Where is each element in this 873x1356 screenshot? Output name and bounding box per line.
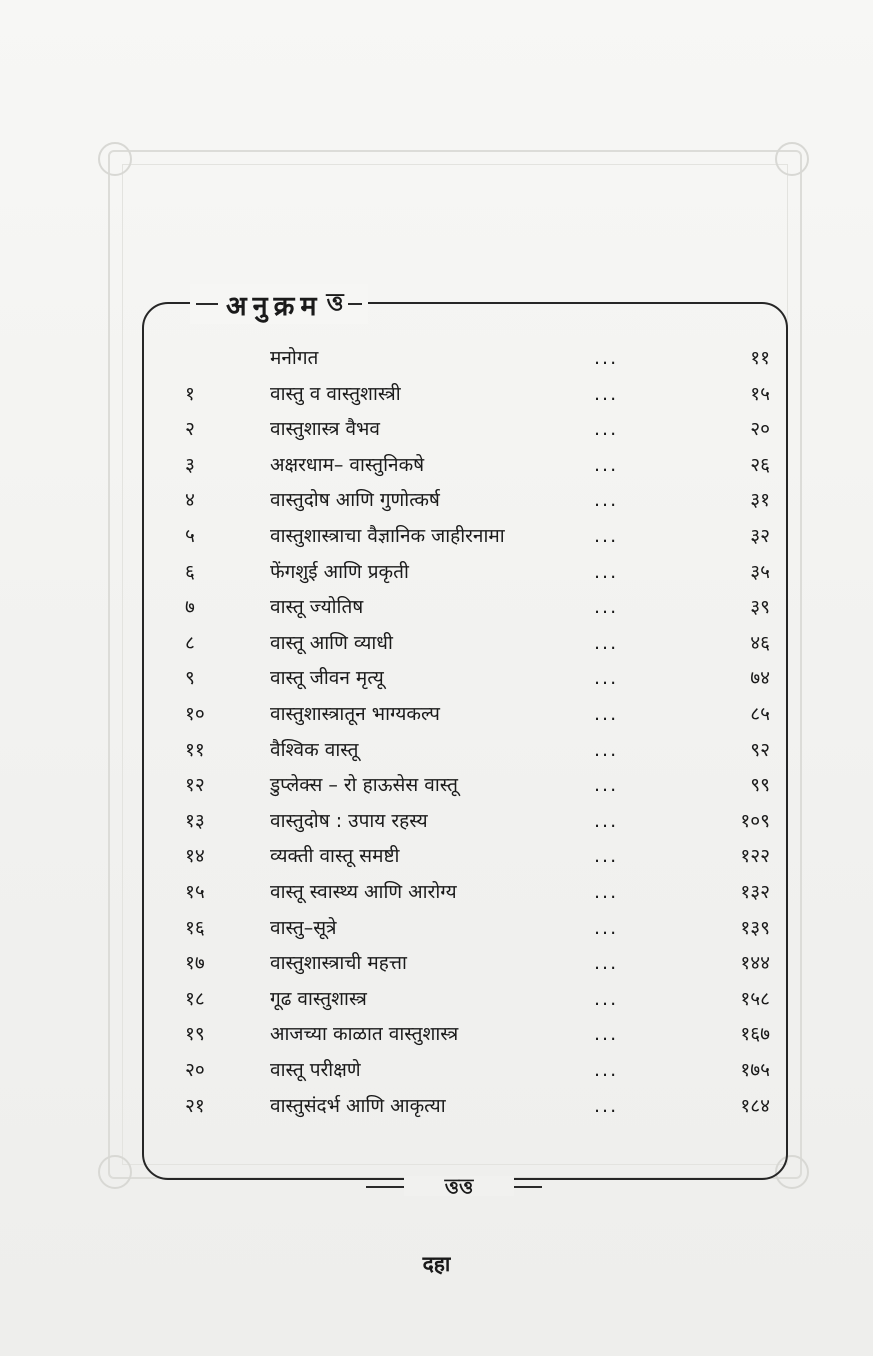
chapter-title: वास्तू स्वास्थ्य आणि आरोग्य	[270, 881, 457, 903]
chapter-title: वास्तुशास्त्र वैभव	[270, 418, 380, 441]
chapter-number: ८	[185, 631, 195, 654]
toc-entry	[0, 1088, 873, 1124]
page-number: ७४	[750, 667, 770, 690]
toc-entry	[0, 874, 873, 910]
header-rule	[348, 303, 362, 305]
chapter-title: डुप्लेक्स – रो हाऊसेस वास्तू	[270, 774, 458, 797]
chapter-title: मनोगत	[270, 347, 319, 369]
page-number: १३२	[740, 881, 770, 903]
chapter-title: वास्तू ज्योतिष	[270, 596, 364, 619]
chapter-number: ५	[185, 525, 195, 547]
toc-entry	[0, 411, 873, 447]
leader-dots: ...	[594, 774, 619, 797]
chapter-title: वास्तु व वास्तुशास्त्री	[270, 382, 401, 405]
chapter-number: १७	[185, 952, 205, 975]
page-number: १२२	[740, 845, 770, 868]
page-number: १३९	[740, 916, 770, 939]
chapter-title: वास्तुदोष आणि गुणोत्कर्ष	[270, 489, 440, 512]
chapter-title: वास्तू परीक्षणे	[270, 1059, 361, 1081]
leader-dots: ...	[594, 631, 619, 654]
page-number: १४४	[740, 952, 770, 975]
toc-title: अनुक्रम	[226, 290, 323, 322]
chapter-number: १	[185, 382, 195, 405]
toc-entry	[0, 945, 873, 981]
bleed-through-ornament	[98, 1155, 132, 1189]
leader-dots: ...	[594, 667, 619, 690]
page-number-label: दहा	[422, 1252, 451, 1276]
chapter-number: ३	[185, 453, 195, 476]
toc-header	[190, 284, 368, 324]
toc-entry	[0, 376, 873, 412]
chapter-title: वास्तुसंदर्भ आणि आकृत्या	[270, 1094, 446, 1117]
page-number: ४६	[750, 631, 770, 654]
chapter-number: १०	[185, 703, 205, 725]
page-number: १७५	[740, 1059, 770, 1081]
chapter-number: १२	[185, 774, 205, 797]
chapter-title: व्यक्ती वास्तू समष्टी	[270, 845, 400, 868]
page-number: १५८	[740, 987, 770, 1010]
page-number: ९२	[750, 738, 770, 761]
page-number: ११	[750, 347, 770, 369]
toc-entry	[0, 518, 873, 554]
toc-entry	[0, 981, 873, 1017]
leader-dots: ...	[594, 845, 619, 868]
page-number: ३२	[750, 525, 770, 547]
chapter-number: १३	[185, 809, 205, 832]
toc-entry	[0, 554, 873, 590]
chapter-title: वास्तू आणि व्याधी	[270, 631, 393, 654]
header-flourish-icon: ত্ত	[326, 288, 344, 316]
page-number: ३१	[750, 489, 770, 512]
toc-entry	[0, 696, 873, 732]
leader-dots: ...	[594, 453, 619, 476]
toc-entry	[0, 1052, 873, 1088]
toc-entry	[0, 340, 873, 376]
bleed-through-ornament	[775, 142, 809, 176]
chapter-title: वास्तुशास्त्राची महत्ता	[270, 952, 407, 975]
leader-dots: ...	[594, 1059, 619, 1081]
footer-rule-right	[512, 1186, 542, 1188]
leader-dots: ...	[594, 1094, 619, 1117]
footer-rule-left	[366, 1186, 406, 1188]
header-rule	[196, 303, 218, 305]
chapter-number: १५	[185, 881, 205, 903]
chapter-number: ४	[185, 489, 195, 512]
leader-dots: ...	[594, 881, 619, 903]
chapter-number: २०	[185, 1059, 205, 1081]
leader-dots: ...	[594, 987, 619, 1010]
leader-dots: ...	[594, 596, 619, 619]
chapter-title: वास्तुशास्त्रातून भाग्यकल्प	[270, 703, 440, 725]
chapter-title: वास्तू जीवन मृत्यू	[270, 667, 384, 690]
toc-entry	[0, 625, 873, 661]
leader-dots: ...	[594, 418, 619, 441]
toc-entry	[0, 767, 873, 803]
bleed-through-ornament	[98, 142, 132, 176]
toc-entry	[0, 447, 873, 483]
chapter-title: आजच्या काळात वास्तुशास्त्र	[270, 1023, 459, 1046]
footer-ornament-icon: ত্তত্ত	[404, 1176, 514, 1196]
leader-dots: ...	[594, 738, 619, 761]
toc-entry	[0, 1016, 873, 1052]
toc-entry	[0, 482, 873, 518]
leader-dots: ...	[594, 916, 619, 939]
toc-entry	[0, 660, 873, 696]
chapter-title: वास्तुदोष : उपाय रहस्य	[270, 809, 428, 832]
chapter-number: ११	[185, 738, 205, 761]
chapter-title: फेंगशुई आणि प्रकृती	[270, 560, 409, 583]
leader-dots: ...	[594, 1023, 619, 1046]
chapter-title: गूढ वास्तुशास्त्र	[270, 987, 367, 1010]
chapter-number: १८	[185, 987, 205, 1010]
chapter-title: अक्षरधाम– वास्तुनिकषे	[270, 453, 425, 476]
page-number: ८५	[750, 703, 770, 725]
leader-dots: ...	[594, 489, 619, 512]
page-number: २०	[750, 418, 770, 441]
leader-dots: ...	[594, 560, 619, 583]
chapter-number: २	[185, 418, 195, 441]
chapter-number: २१	[185, 1094, 205, 1117]
toc-entry	[0, 838, 873, 874]
page-number: १८४	[740, 1094, 770, 1117]
page-number: ९९	[750, 774, 770, 797]
chapter-number: ६	[185, 560, 195, 583]
toc-entry	[0, 910, 873, 946]
toc-entry	[0, 732, 873, 768]
page-number: २६	[750, 453, 770, 476]
leader-dots: ...	[594, 952, 619, 975]
page-number: १५	[750, 382, 770, 405]
chapter-title: वास्तुशास्त्राचा वैज्ञानिक जाहीरनामा	[270, 525, 505, 547]
chapter-title: वास्तु–सूत्रे	[270, 916, 337, 939]
chapter-title: वैश्विक वास्तू	[270, 738, 359, 761]
leader-dots: ...	[594, 809, 619, 832]
chapter-number: १६	[185, 916, 205, 939]
page-number: १६७	[740, 1023, 770, 1046]
chapter-number: ७	[185, 596, 195, 619]
page-number: ३५	[750, 560, 770, 583]
page-number: ३९	[750, 596, 770, 619]
toc-entry	[0, 589, 873, 625]
toc-entry	[0, 803, 873, 839]
chapter-number: ९	[185, 667, 195, 690]
page-number: १०९	[740, 809, 770, 832]
leader-dots: ...	[594, 525, 619, 547]
chapter-number: १९	[185, 1023, 205, 1046]
leader-dots: ...	[594, 347, 619, 369]
leader-dots: ...	[594, 382, 619, 405]
chapter-number: १४	[185, 845, 205, 868]
leader-dots: ...	[594, 703, 619, 725]
